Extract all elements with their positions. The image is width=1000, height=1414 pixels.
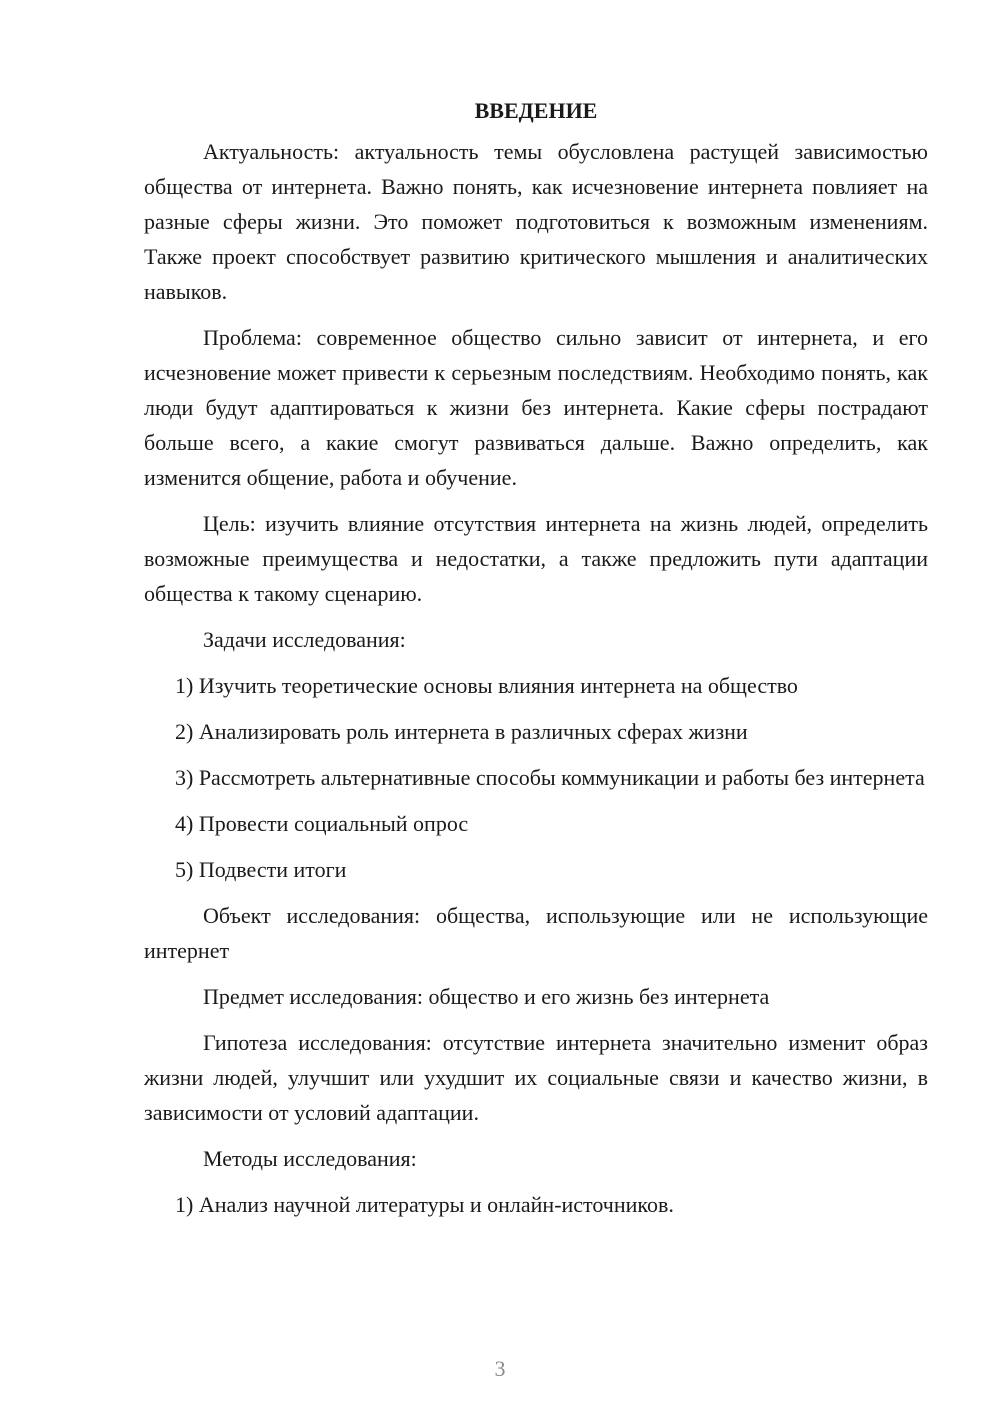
task-item-5: 5) Подвести итоги: [175, 857, 347, 882]
task-item-4: 4) Провести социальный опрос: [175, 811, 469, 836]
problem-paragraph: Проблема: современное общество сильно зависит от интернета, и его исчезновение может привести к серьезным последствиям. Необходимо понять, как люди будут адаптироваться к жизни без интернета. Какие сферы пострадают больше всего, а какие смогут развиваться дальше. Важно определить, как изменится общение, работа и обучение.: [144, 325, 928, 490]
method-item-1: 1) Анализ научной литературы и онлайн-источников.: [175, 1192, 674, 1217]
page-title: ВВЕДЕНИЕ: [474, 98, 598, 123]
goal-paragraph: Цель: изучить влияние отсутствия интернета на жизнь людей, определить возможные преимущества и недостатки, а также предложить пути адаптации общества к такому сценарию.: [144, 511, 928, 606]
task-item-2: 2) Анализировать роль интернета в различных сферах жизни: [175, 719, 748, 744]
task-item-3: 3) Рассмотреть альтернативные способы коммуникации и работы без интернета: [175, 765, 925, 790]
hypothesis-paragraph: Гипотеза исследования: отсутствие интернета значительно изменит образ жизни людей, улучшит или ухудшит их социальные связи и качество жизни, в зависимости от условий адаптации.: [144, 1030, 928, 1125]
page-body: [144, 96, 928, 1233]
subject-paragraph: Предмет исследования: общество и его жизнь без интернета: [203, 984, 770, 1009]
methods-heading: Методы исследования:: [203, 1146, 417, 1171]
relevance-paragraph: Актуальность: актуальность темы обусловлена растущей зависимостью общества от интернета. Важно понять, как исчезновение интернета повлияет на разные сферы жизни. Это поможет подготовиться к возможным изменениям. Также проект способствует развитию критического мышления и аналитических навыков.: [144, 139, 928, 304]
task-item-1: 1) Изучить теоретические основы влияния интернета на общество: [175, 673, 798, 698]
tasks-heading: Задачи исследования:: [203, 627, 406, 652]
object-paragraph: Объект исследования: общества, использующие или не использующие интернет: [144, 903, 928, 963]
page-number: 3: [494, 1356, 506, 1381]
